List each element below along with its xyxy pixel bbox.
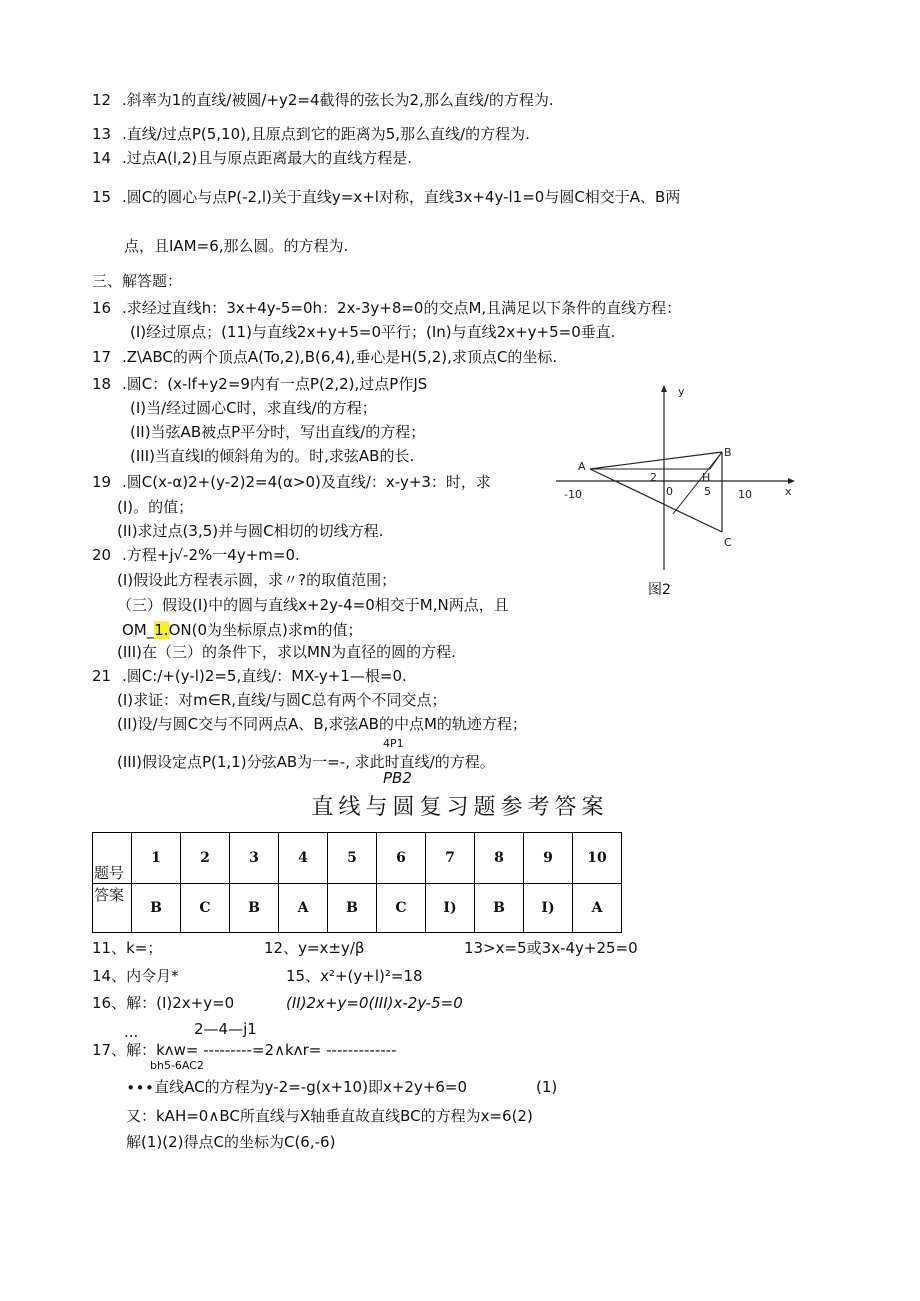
table-row [93, 884, 622, 933]
question-17: 17 .Z\ABC的两个顶点A(To,2),B(6,4),垂心是H(5,2),求顶点C的坐标. [92, 348, 558, 366]
table-cell: 10 [573, 833, 622, 884]
table-cell: 2 [181, 833, 230, 884]
table-cell: 9 [524, 833, 573, 884]
table-cell: B [230, 884, 279, 933]
question-18-s1: (I)当/经过圆心C时，求直线/的方程； [130, 399, 377, 417]
answer-13: 13>x=5或3x-4y+25=0 [464, 939, 638, 957]
point-label-A: A [578, 460, 586, 473]
fraction-numerator: 4P1 [383, 737, 404, 750]
table-cell: I) [426, 884, 475, 933]
question-18: 18 .圆C：(x-lf+y2=9内有一点P(2,2),过点P作JS [92, 375, 428, 393]
table-cell: B [328, 884, 377, 933]
question-14: 14 .过点A(l,2)且与原点距离最大的直线方程是. [92, 149, 412, 167]
answer-title: 直线与圆复习题参考答案 [311, 795, 609, 820]
header-cell-answer: 答案 [93, 884, 132, 933]
answer-table [92, 832, 622, 933]
question-21-s1: (I)求证：对m∈R,直线/与圆C总有两个不同交点； [117, 691, 447, 709]
point-label-H: H [702, 471, 711, 484]
question-20-s4: (III)在（三）的条件下，求以MN为直径的圆的方程. [117, 643, 456, 661]
question-15: 15 .圆C的圆心与点P(-2,l)关于直线y=x+l对称，直线3x+4y-l1=0与圆C相交于A、B两 [92, 188, 681, 206]
answer-17-eq-number: (1) [536, 1078, 558, 1096]
tick-label-10: 10 [738, 488, 752, 501]
table-cell: B [132, 884, 181, 933]
answer-17-line4: 解(1)(2)得点C的坐标为C(6,-6) [126, 1133, 336, 1151]
table-cell: I) [524, 884, 573, 933]
answer-17-main: 17、解：kʌw= ---------=2∧kʌr= ------------- [92, 1041, 397, 1059]
y-axis-label: y [678, 385, 685, 398]
tick-label-2: 2 [650, 471, 657, 484]
answer-17-line3: 又：kAH=0∧BC所直线与X轴垂直故直线BC的方程为x=6(2) [126, 1107, 533, 1125]
table-cell: 5 [328, 833, 377, 884]
header-cell-number: 题号 [93, 833, 132, 884]
answer-12: 12、y=x±y/β [264, 939, 365, 957]
question-19-s2: (II)求过点(3,5)并与圆C相切的切线方程. [117, 522, 384, 540]
question-16-sub: (I)经过原点；(11)与直线2x+y+5=0平行；(In)与直线2x+y+5=0垂直. [130, 323, 616, 341]
question-20-s3: OM_1.ON(0为坐标原点)求m的值； [122, 621, 363, 639]
table-cell: 1 [132, 833, 181, 884]
answer-14: 14、内令月* [92, 967, 179, 985]
question-15-continued: 点，且IAM=6,那么圆。的方程为. [124, 237, 349, 255]
question-19-s1: (I)。的值； [117, 498, 194, 516]
table-cell: 8 [475, 833, 524, 884]
x-axis-arrow [788, 478, 795, 484]
tick-label-neg10: -10 [564, 488, 582, 501]
table-cell: 3 [230, 833, 279, 884]
question-20-s2: （三）假设(I)中的圆与直线x+2y-4=0相交于M,N两点，且 [117, 596, 509, 614]
question-21-s3: (III)假设定点P(1,1)分弦AB为一=-, 求此时直线/的方程。 [117, 753, 495, 771]
answer-16-part1: 16、解：(I)2x+y=0 [92, 994, 235, 1012]
question-16: 16 .求经过直线h：3x+4y-5=0h：2x-3y+8=0的交点M,且满足以下条件的直线方程： [92, 299, 682, 317]
table-cell: C [377, 884, 426, 933]
point-label-B: B [724, 446, 732, 459]
point-label-C: C [724, 536, 732, 549]
segment-AB [590, 452, 722, 469]
question-21-s2: (II)设/与圆C交与不同两点A、B,求弦AB的中点M的轨迹方程； [117, 715, 527, 733]
table-cell: 4 [279, 833, 328, 884]
table-row [93, 833, 622, 884]
tick-label-0: 0 [666, 485, 673, 498]
table-cell: B [475, 884, 524, 933]
question-19: 19 .圆C(x-α)2+(y-2)2=4(α>0)及直线/：x-y+3：时，求 [92, 473, 491, 491]
answer-15: 15、x²+(y+l)²=18 [286, 967, 423, 985]
figure-caption: 图2 [648, 582, 671, 598]
segment-HB [710, 452, 722, 469]
tick-label-5: 5 [704, 485, 711, 498]
question-13: 13 .直线/过点P(5,10),且原点到它的距离为5,那么直线/的方程为. [92, 125, 530, 143]
x-axis-label: x [785, 485, 792, 498]
answer-16-part2: (II)2x+y=0(III)x-2y-5=0 [286, 994, 463, 1012]
question-12: 12 .斜率为1的直线/被圆/+y2=4截得的弦长为2,那么直线/的方程为. [92, 91, 554, 109]
answer-11: 11、k=； [92, 939, 163, 957]
table-cell: A [279, 884, 328, 933]
table-cell: A [573, 884, 622, 933]
coordinate-figure [556, 380, 801, 575]
question-20: 20 .方程+j√-2%一4y+m=0. [92, 546, 300, 564]
question-21: 21 .圆C:/+(y-l)2=5,直线/：MX-y+1—根=0. [92, 667, 407, 685]
highlight-mark: 1. [154, 621, 169, 639]
y-axis-arrow [661, 385, 667, 392]
question-18-s3: (III)当直线l的倾斜角为的。时,求弦AB的长. [130, 447, 415, 465]
question-20-s1: (I)假设此方程表示圆，求〃?的取值范围； [117, 571, 397, 589]
answer-17-line2: ∙∙∙直线AC的方程为y-2=-g(x+10)即x+2y+6=0 [126, 1078, 468, 1096]
answer-17-dots: ... [124, 1023, 139, 1041]
table-cell: 6 [377, 833, 426, 884]
table-cell: 7 [426, 833, 475, 884]
section-heading: 三、解答题： [92, 272, 183, 290]
answer-17-denominator: bh5-6AC2 [150, 1059, 204, 1072]
fraction-denominator: PB2 [383, 769, 412, 787]
question-18-s2: (II)当弦AB被点P平分时，写出直线/的方程； [130, 423, 426, 441]
answer-17-numerator: 2—4—j1 [194, 1020, 257, 1038]
table-cell: C [181, 884, 230, 933]
altitude-BH [673, 452, 722, 514]
